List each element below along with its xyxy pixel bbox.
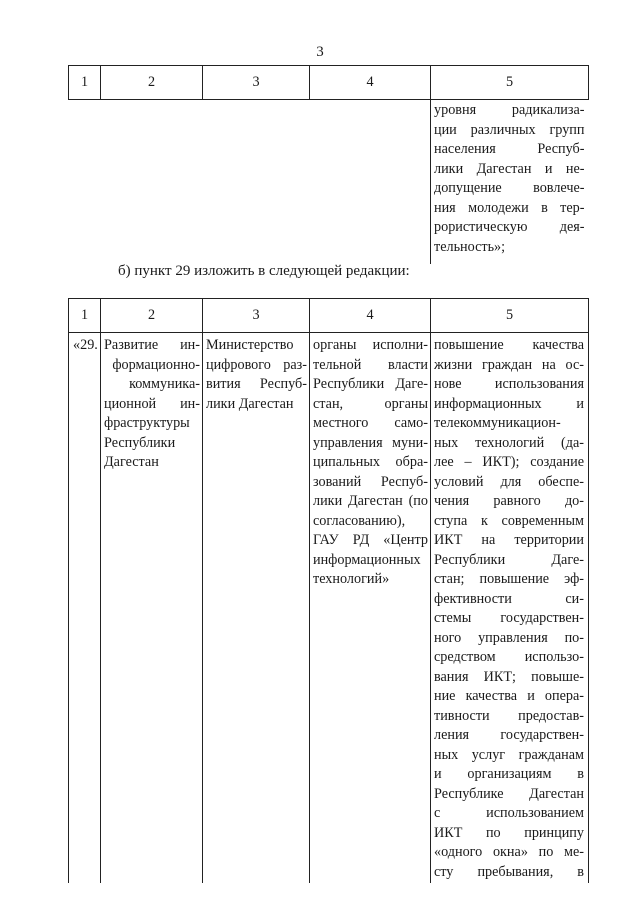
header-cell: 5: [431, 66, 589, 100]
text-line: технологий»: [313, 571, 390, 587]
text-line: ции различных групп: [434, 121, 585, 138]
header-cell: 4: [310, 66, 431, 100]
text-line: информационных: [313, 551, 421, 568]
text-line: ступа к современным: [434, 512, 584, 529]
text-line: стемы государствен-: [434, 610, 584, 626]
text-line: с использованием: [434, 805, 584, 821]
text-line: условий для обеспе-: [434, 473, 584, 490]
text-line: ГАУ РД «Центр: [313, 532, 428, 548]
text-line: Республике Дагестан: [434, 785, 584, 802]
text-line: лики Дагестан: [206, 395, 294, 412]
item-number-text: «29.: [73, 337, 98, 353]
text-line: Развитие ин-: [104, 337, 200, 353]
header-cell: 2: [101, 66, 203, 100]
text-line: и организациям в: [434, 766, 584, 782]
text-line: нове использования: [434, 376, 584, 392]
table-item-29: [68, 298, 589, 883]
text-line: ных технологий (да-: [434, 434, 584, 451]
table-row-29: [69, 333, 589, 884]
text-line: информационных и: [434, 395, 584, 412]
text-line: управления муни-: [313, 434, 428, 451]
text-line: ние качества и опера-: [434, 688, 584, 704]
text-line: уровня радикализа-: [434, 102, 585, 118]
text-line: местного само-: [313, 415, 428, 431]
text-line: Республики Даге-: [434, 551, 584, 568]
text-line: Республики Даге-: [313, 376, 428, 392]
activity-name-cell: [101, 333, 203, 884]
header-cell: 3: [203, 66, 310, 100]
text-line: Дагестан: [104, 454, 159, 470]
text-line: ИКТ на территории: [434, 532, 584, 548]
text-line: сту пребывания, в: [434, 863, 584, 880]
text-line: допущение вовлече-: [434, 180, 585, 196]
text-line: рористическую дея-: [434, 219, 585, 235]
text-line: тельной власти: [313, 356, 428, 373]
item-number: [69, 333, 101, 884]
header-cell: 4: [310, 299, 431, 333]
expected-results-cell: [431, 333, 589, 884]
text-line: тивности предостав-: [434, 707, 584, 724]
text-line: Министерство: [206, 337, 294, 353]
table-continued: [68, 65, 589, 264]
text-line: лики Дагестан (по: [313, 493, 428, 509]
text-line: населения Респуб-: [434, 141, 585, 157]
text-line: чения равного до-: [434, 493, 584, 509]
header-cell: 5: [431, 299, 589, 333]
text-line: вития Респуб-: [206, 376, 307, 392]
text-line: коммуника-: [129, 376, 200, 392]
text-line: вания ИКТ; повыше-: [434, 668, 584, 685]
text-line: ного управления по-: [434, 629, 584, 646]
text-line: лики Дагестан и не-: [434, 160, 585, 177]
table-row-continued: [69, 100, 589, 265]
responsible-executor-cell: [203, 333, 310, 884]
text-line: органы исполни-: [313, 337, 428, 353]
table-header-row: [69, 299, 589, 333]
text-line: жизни граждан на ос-: [434, 356, 584, 373]
page-number: 3: [316, 44, 324, 60]
header-cell: 3: [203, 299, 310, 333]
header-cell: 1: [69, 66, 101, 100]
text-line: фраструктуры: [104, 415, 190, 431]
co-executors-cell: [310, 333, 431, 884]
text-line: телекоммуникацион-: [434, 415, 561, 431]
text-line: ния молодежи в тер-: [434, 199, 585, 216]
text-line: ления государствен-: [434, 727, 584, 743]
text-line: зований Респуб-: [313, 473, 428, 490]
text-line: средством использо-: [434, 649, 584, 665]
table-header-row: [69, 66, 589, 100]
amendment-intro-text: б) пункт 29 изложить в следующей редакции:: [118, 263, 410, 279]
text-line: ных услуг гражданам: [434, 746, 584, 763]
header-cell: 1: [69, 299, 101, 333]
text-line: согласованию),: [313, 512, 406, 529]
text-line: ципальных обра-: [313, 454, 428, 470]
text-line: цифрового раз-: [206, 356, 307, 373]
text-line: стан, органы: [313, 395, 428, 412]
text-line: формационно-: [112, 356, 200, 373]
text-line: лее – ИКТ); создание: [434, 454, 584, 470]
text-line: повышение качества: [434, 337, 584, 353]
text-line: стан; повышение эф-: [434, 571, 584, 587]
header-cell: 2: [101, 299, 203, 333]
continued-goal-cell: [431, 100, 589, 265]
text-line: «одного окна» по ме-: [434, 844, 584, 860]
text-line: фективности си-: [434, 590, 584, 607]
text-line: ционной ин-: [104, 395, 200, 412]
text-line: тельность»;: [434, 238, 506, 255]
text-line: ИКТ по принципу: [434, 824, 584, 841]
text-line: Республики: [104, 434, 176, 451]
